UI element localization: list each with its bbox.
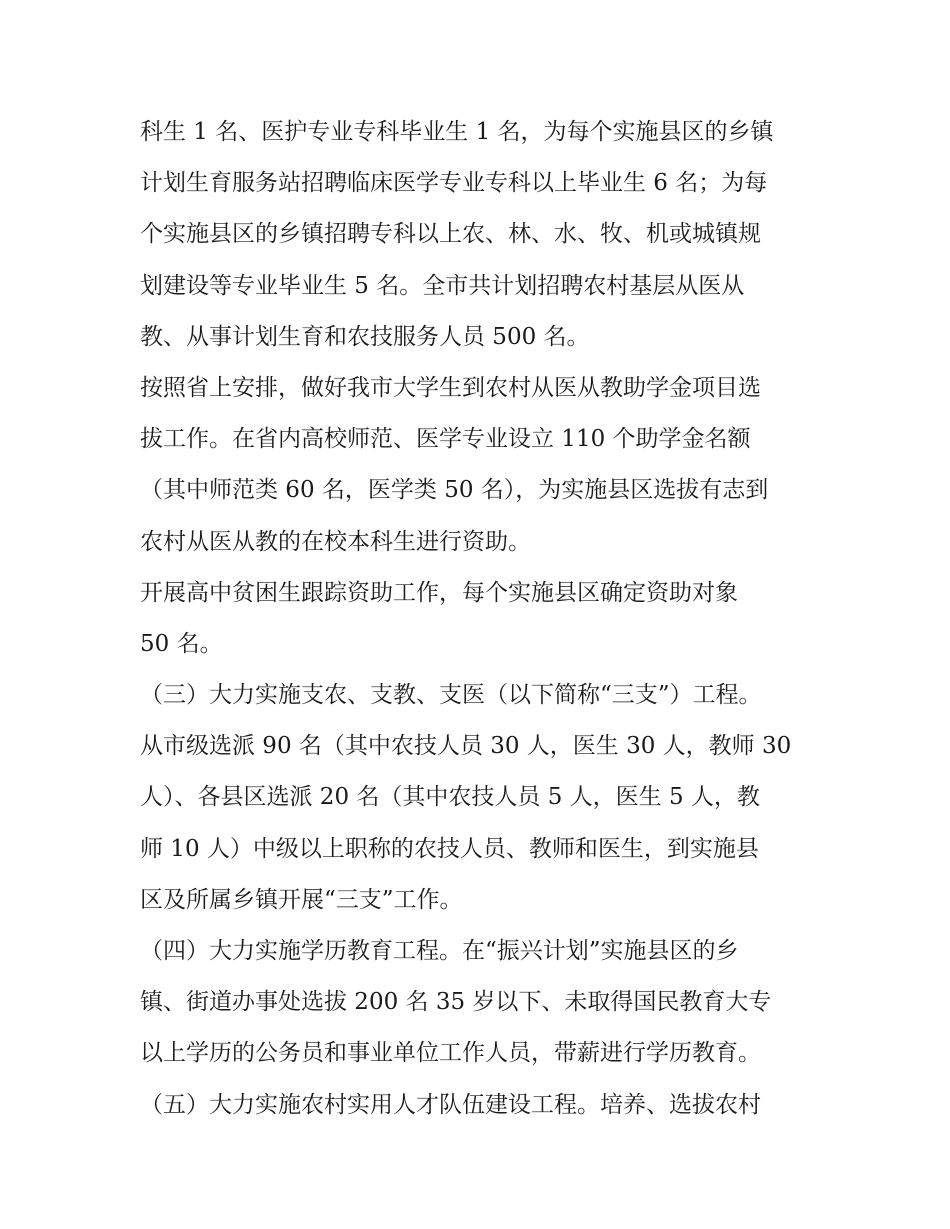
text-line: 农村从医从教的在校本科生进行资助。 (140, 528, 531, 555)
text-line: （五）大力实施农村实用人才队伍建设工程。培养、选拔农村 (140, 1091, 761, 1118)
text-line: 个实施县区的乡镇招聘专科以上农、林、水、牧、机或城镇规 (140, 221, 761, 248)
text-line: 50 名。 (140, 630, 223, 657)
text-line: 计划生育服务站招聘临床医学专业专科以上毕业生 6 名；为每 (140, 170, 768, 197)
text-line: 区及所属乡镇开展“三支”工作。 (140, 886, 463, 913)
text-line: （三）大力实施支农、支教、支医（以下简称“三支”）工程。 (140, 682, 762, 709)
text-line: 按照省上安排，做好我市大学生到农村从医从教助学金项目选 (140, 374, 761, 401)
text-line: 人）、各县区选派 20 名（其中农技人员 5 人，医生 5 人，教 (140, 784, 760, 811)
text-line: 从市级选派 90 名（其中农技人员 30 人，医生 30 人，教师 30 (140, 733, 792, 760)
text-line: 以上学历的公务员和事业单位工作人员，带薪进行学历教育。 (140, 1040, 761, 1067)
text-line: 科生 1 名、医护专业专科毕业生 1 名，为每个实施县区的乡镇 (140, 119, 774, 145)
text-line: （四）大力实施学历教育工程。在“振兴计划”实施县区的乡 (140, 938, 739, 964)
text-line: 师 10 人）中级以上职称的农技人员、教师和医生，到实施县 (140, 835, 759, 862)
text-line: 镇、街道办事处选拔 200 名 35 岁以下、未取得国民教育大专 (140, 989, 772, 1016)
text-line: 开展高中贫困生跟踪资助工作，每个实施县区确定资助对象 (140, 579, 738, 606)
document-body (140, 107, 820, 1131)
text-line: 拔工作。在省内高校师范、医学专业设立 110 个助学金名额 (140, 426, 751, 453)
text-line: （其中师范类 60 名，医学类 50 名），为实施县区选拔有志到 (140, 477, 769, 504)
text-line: 教、从事计划生育和农技服务人员 500 名。 (140, 323, 590, 350)
text-line: 划建设等专业毕业生 5 名。全市共计划招聘农村基层从医从 (140, 272, 745, 299)
